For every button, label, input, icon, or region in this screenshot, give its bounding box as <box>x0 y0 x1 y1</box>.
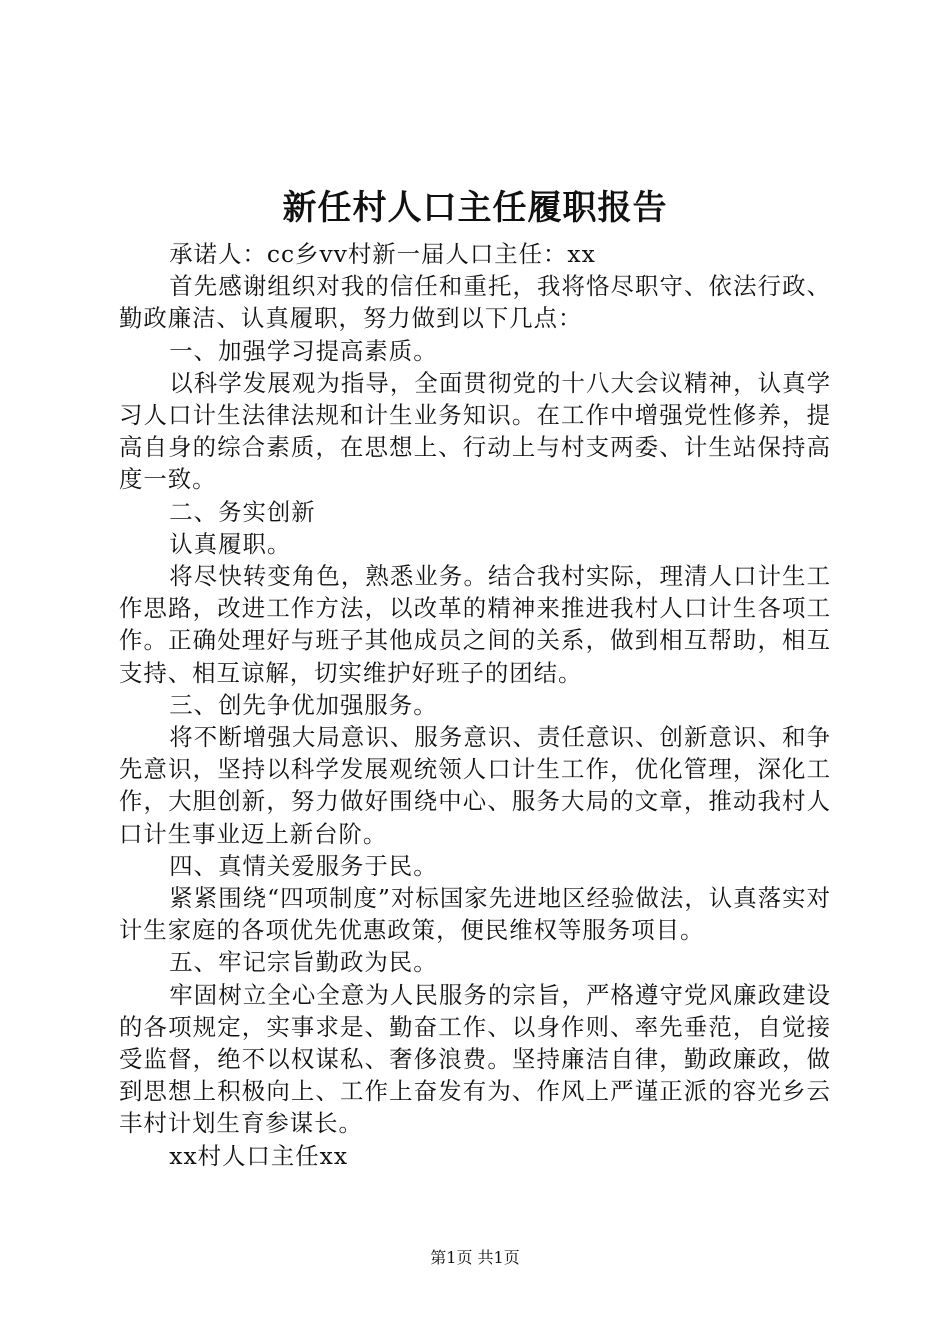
body-paragraph: 将尽快转变角色，熟悉业务。结合我村实际，理清人口计生工作思路，改进工作方法，以改革的精神来推进我村人口计生各项工作。正确处理好与班子其他成员之间的关系，做到相互帮助，相互支持、相互谅解，切实维护好班子的团结。 <box>119 562 831 687</box>
body-paragraph: 将不断增强大局意识、服务意识、责任意识、创新意识、和争先意识，坚持以科学发展观统领人口计生工作，优化管理，深化工作，大胆创新，努力做好围绕中心、服务大局的文章，推动我村人口计生事业迈上新台阶。 <box>119 723 831 848</box>
document-body <box>119 238 831 1172</box>
body-paragraph: 以科学发展观为指导，全面贯彻党的十八大会议精神，认真学习人口计生法律法规和计生业务知识。在工作中增强党性修养，提高自身的综合素质，在思想上、行动上与村支两委、计生站保持高度一致。 <box>119 368 831 494</box>
section-heading: 二、务实创新 <box>169 497 316 526</box>
body-paragraph: 牢固树立全心全意为人民服务的宗旨，严格遵守党风廉政建设的各项规定，实事求是、勤奋工作、以身作则、率先垂范，自觉接受监督，绝不以权谋私、奢侈浪费。坚持廉洁自律，勤政廉政，做到思想上积极向上、工作上奋发有为、作风上严谨正派的容光乡云丰村计划生育参谋长。 <box>119 980 831 1138</box>
section-heading: 四、真情关爱服务于民。 <box>169 851 438 880</box>
body-paragraph: 首先感谢组织对我的信任和重托，我将恪尽职守、依法行政、勤政廉洁、认真履职，努力做到以下几点： <box>119 272 831 333</box>
page-number-footer: 第1页 共1页 <box>430 1248 520 1267</box>
section-heading: 三、创先争优加强服务。 <box>169 690 438 719</box>
body-paragraph: 认真履职。 <box>169 529 292 558</box>
document-title: 新任村人口主任履职报告 <box>282 188 668 228</box>
section-heading: 五、牢记宗旨勤政为民。 <box>169 948 438 977</box>
body-paragraph: 紧紧围绕“四项制度”对标国家先进地区经验做法，认真落实对计生家庭的各项优先优惠政策，便民维权等服务项目。 <box>119 884 831 945</box>
section-heading: 一、加强学习提高素质。 <box>169 336 438 365</box>
signature-line: xx村人口主任xx <box>169 1141 349 1170</box>
signatory-line: 承诺人：cc乡vv村新一届人口主任：xx <box>169 240 596 268</box>
